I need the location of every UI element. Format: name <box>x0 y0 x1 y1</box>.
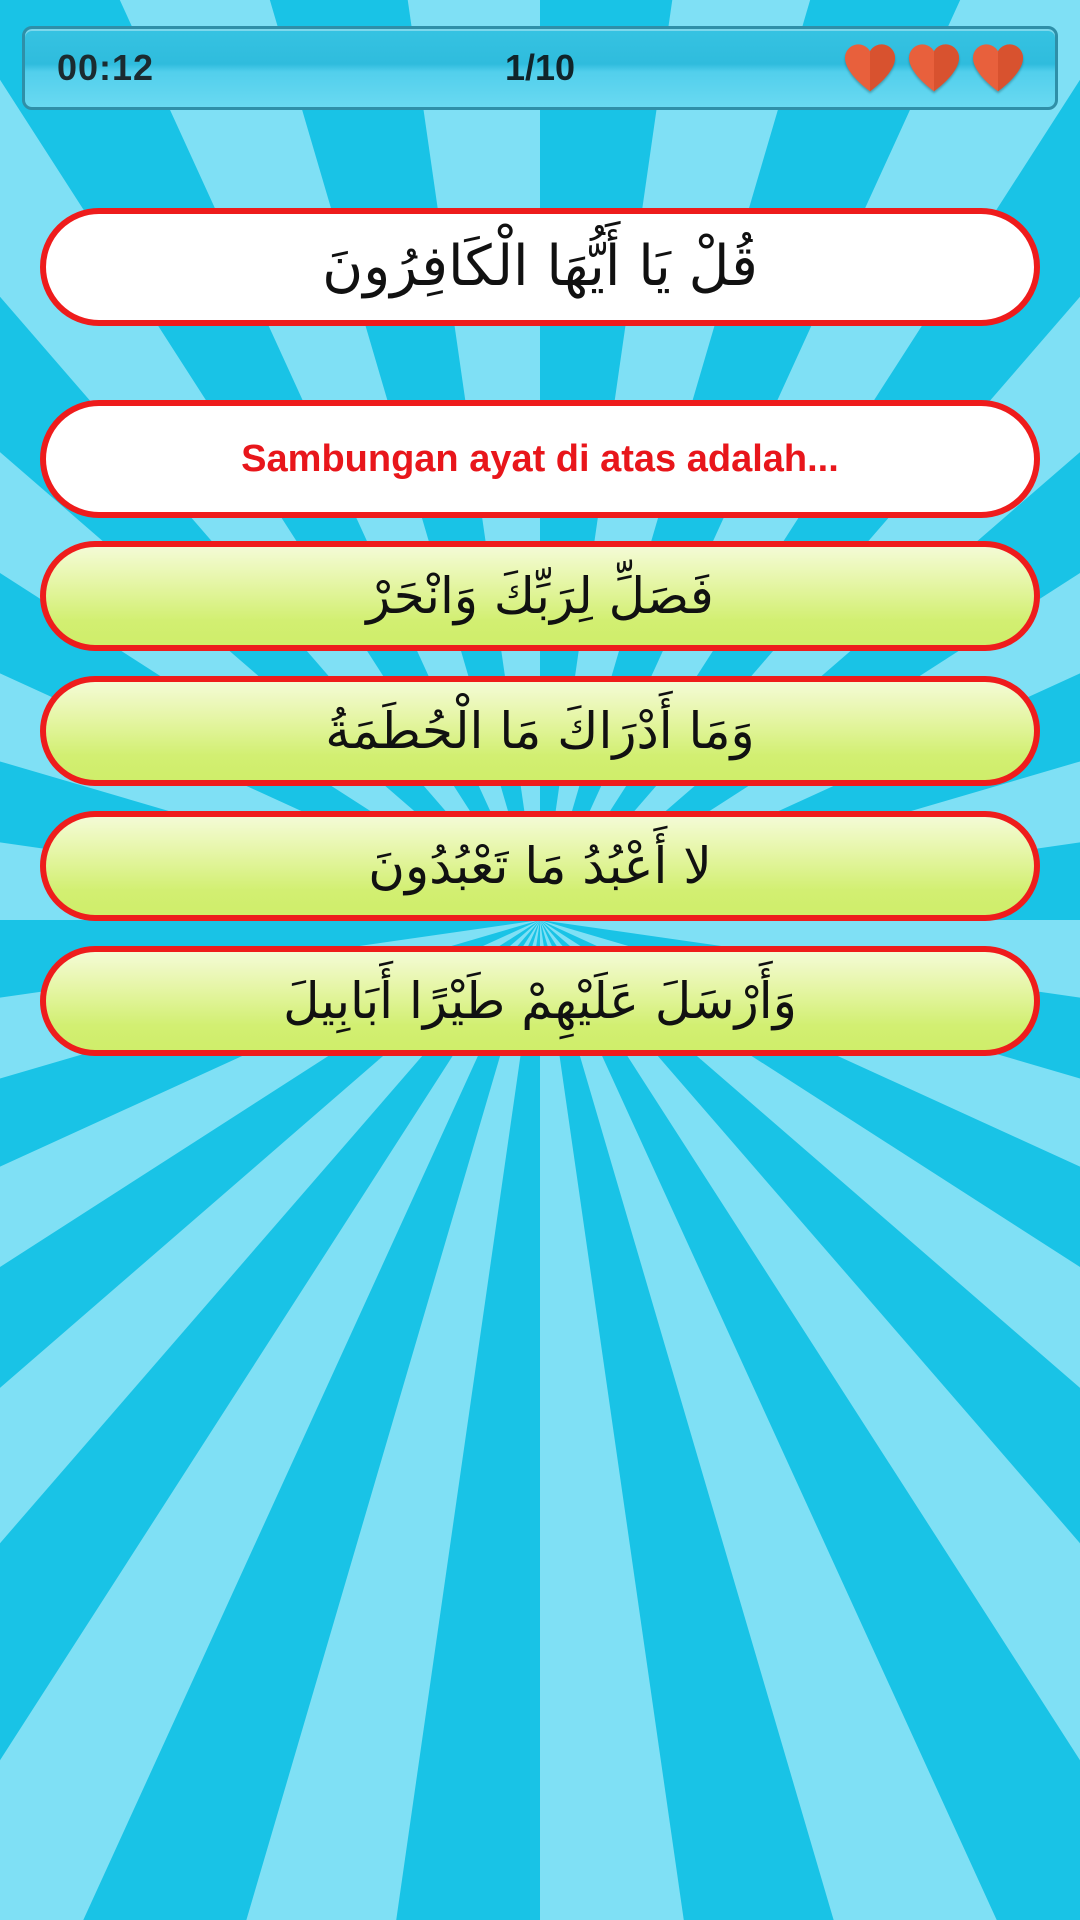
question-verse-text: قُلْ يَا أَيُّهَا الْكَافِرُونَ <box>322 234 758 299</box>
heart-icon <box>971 43 1025 93</box>
status-bar <box>22 26 1058 110</box>
answer-option-3[interactable] <box>40 811 1040 921</box>
question-progress-label: 1/10 <box>504 47 576 88</box>
timer-label: 00:12 <box>57 47 155 88</box>
answer-option-4[interactable] <box>40 946 1040 1056</box>
lives-indicator <box>843 43 1025 93</box>
answer-option-1-label: فَصَلِّ لِرَبِّكَ وَانْحَرْ <box>366 566 714 625</box>
question-verse-card <box>40 208 1040 326</box>
heart-icon <box>843 43 897 93</box>
heart-icon <box>907 43 961 93</box>
answer-option-4-label: وَأَرْسَلَ عَلَيْهِمْ طَيْرًا أَبَابِيلَ <box>283 971 797 1030</box>
question-prompt-text: Sambungan ayat di atas adalah... <box>241 437 839 480</box>
answer-option-2[interactable] <box>40 676 1040 786</box>
question-prompt-card <box>40 400 1040 518</box>
answer-option-2-label: وَمَا أَدْرَاكَ مَا الْحُطَمَةُ <box>325 701 755 760</box>
answer-option-1[interactable] <box>40 541 1040 651</box>
answer-option-3-label: لا أَعْبُدُ مَا تَعْبُدُونَ <box>368 836 712 895</box>
